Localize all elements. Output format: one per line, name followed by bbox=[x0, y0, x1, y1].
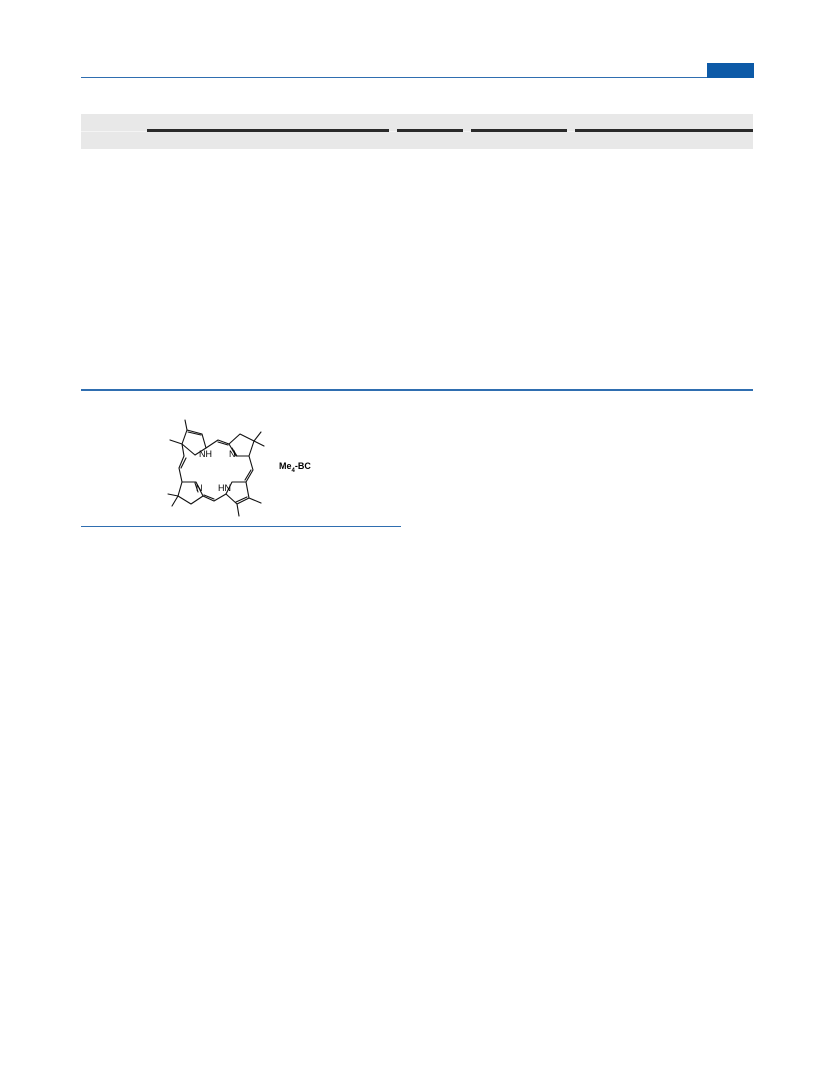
atom-label-hn: HN bbox=[218, 483, 231, 493]
figure-rule bbox=[81, 526, 401, 527]
atom-label-n-top: N bbox=[229, 449, 236, 459]
atom-label-nh: NH bbox=[199, 449, 212, 459]
atom-label-n-bottom: N bbox=[196, 483, 203, 493]
column-group-rule-3 bbox=[471, 129, 567, 132]
compound-label bbox=[279, 461, 311, 474]
compound-label-suffix: -BC bbox=[294, 461, 311, 471]
column-group-rule-2 bbox=[397, 129, 463, 132]
column-group-rule-1 bbox=[147, 129, 389, 132]
table-header bbox=[81, 114, 753, 149]
chemical-structure bbox=[160, 412, 360, 520]
section-rule bbox=[81, 389, 753, 391]
column-group-rule-4 bbox=[575, 129, 753, 132]
compound-label-subscript: 4 bbox=[291, 467, 295, 474]
header-rule bbox=[81, 77, 753, 78]
header-tab bbox=[707, 63, 754, 78]
compound-label-prefix: Me bbox=[279, 461, 292, 471]
